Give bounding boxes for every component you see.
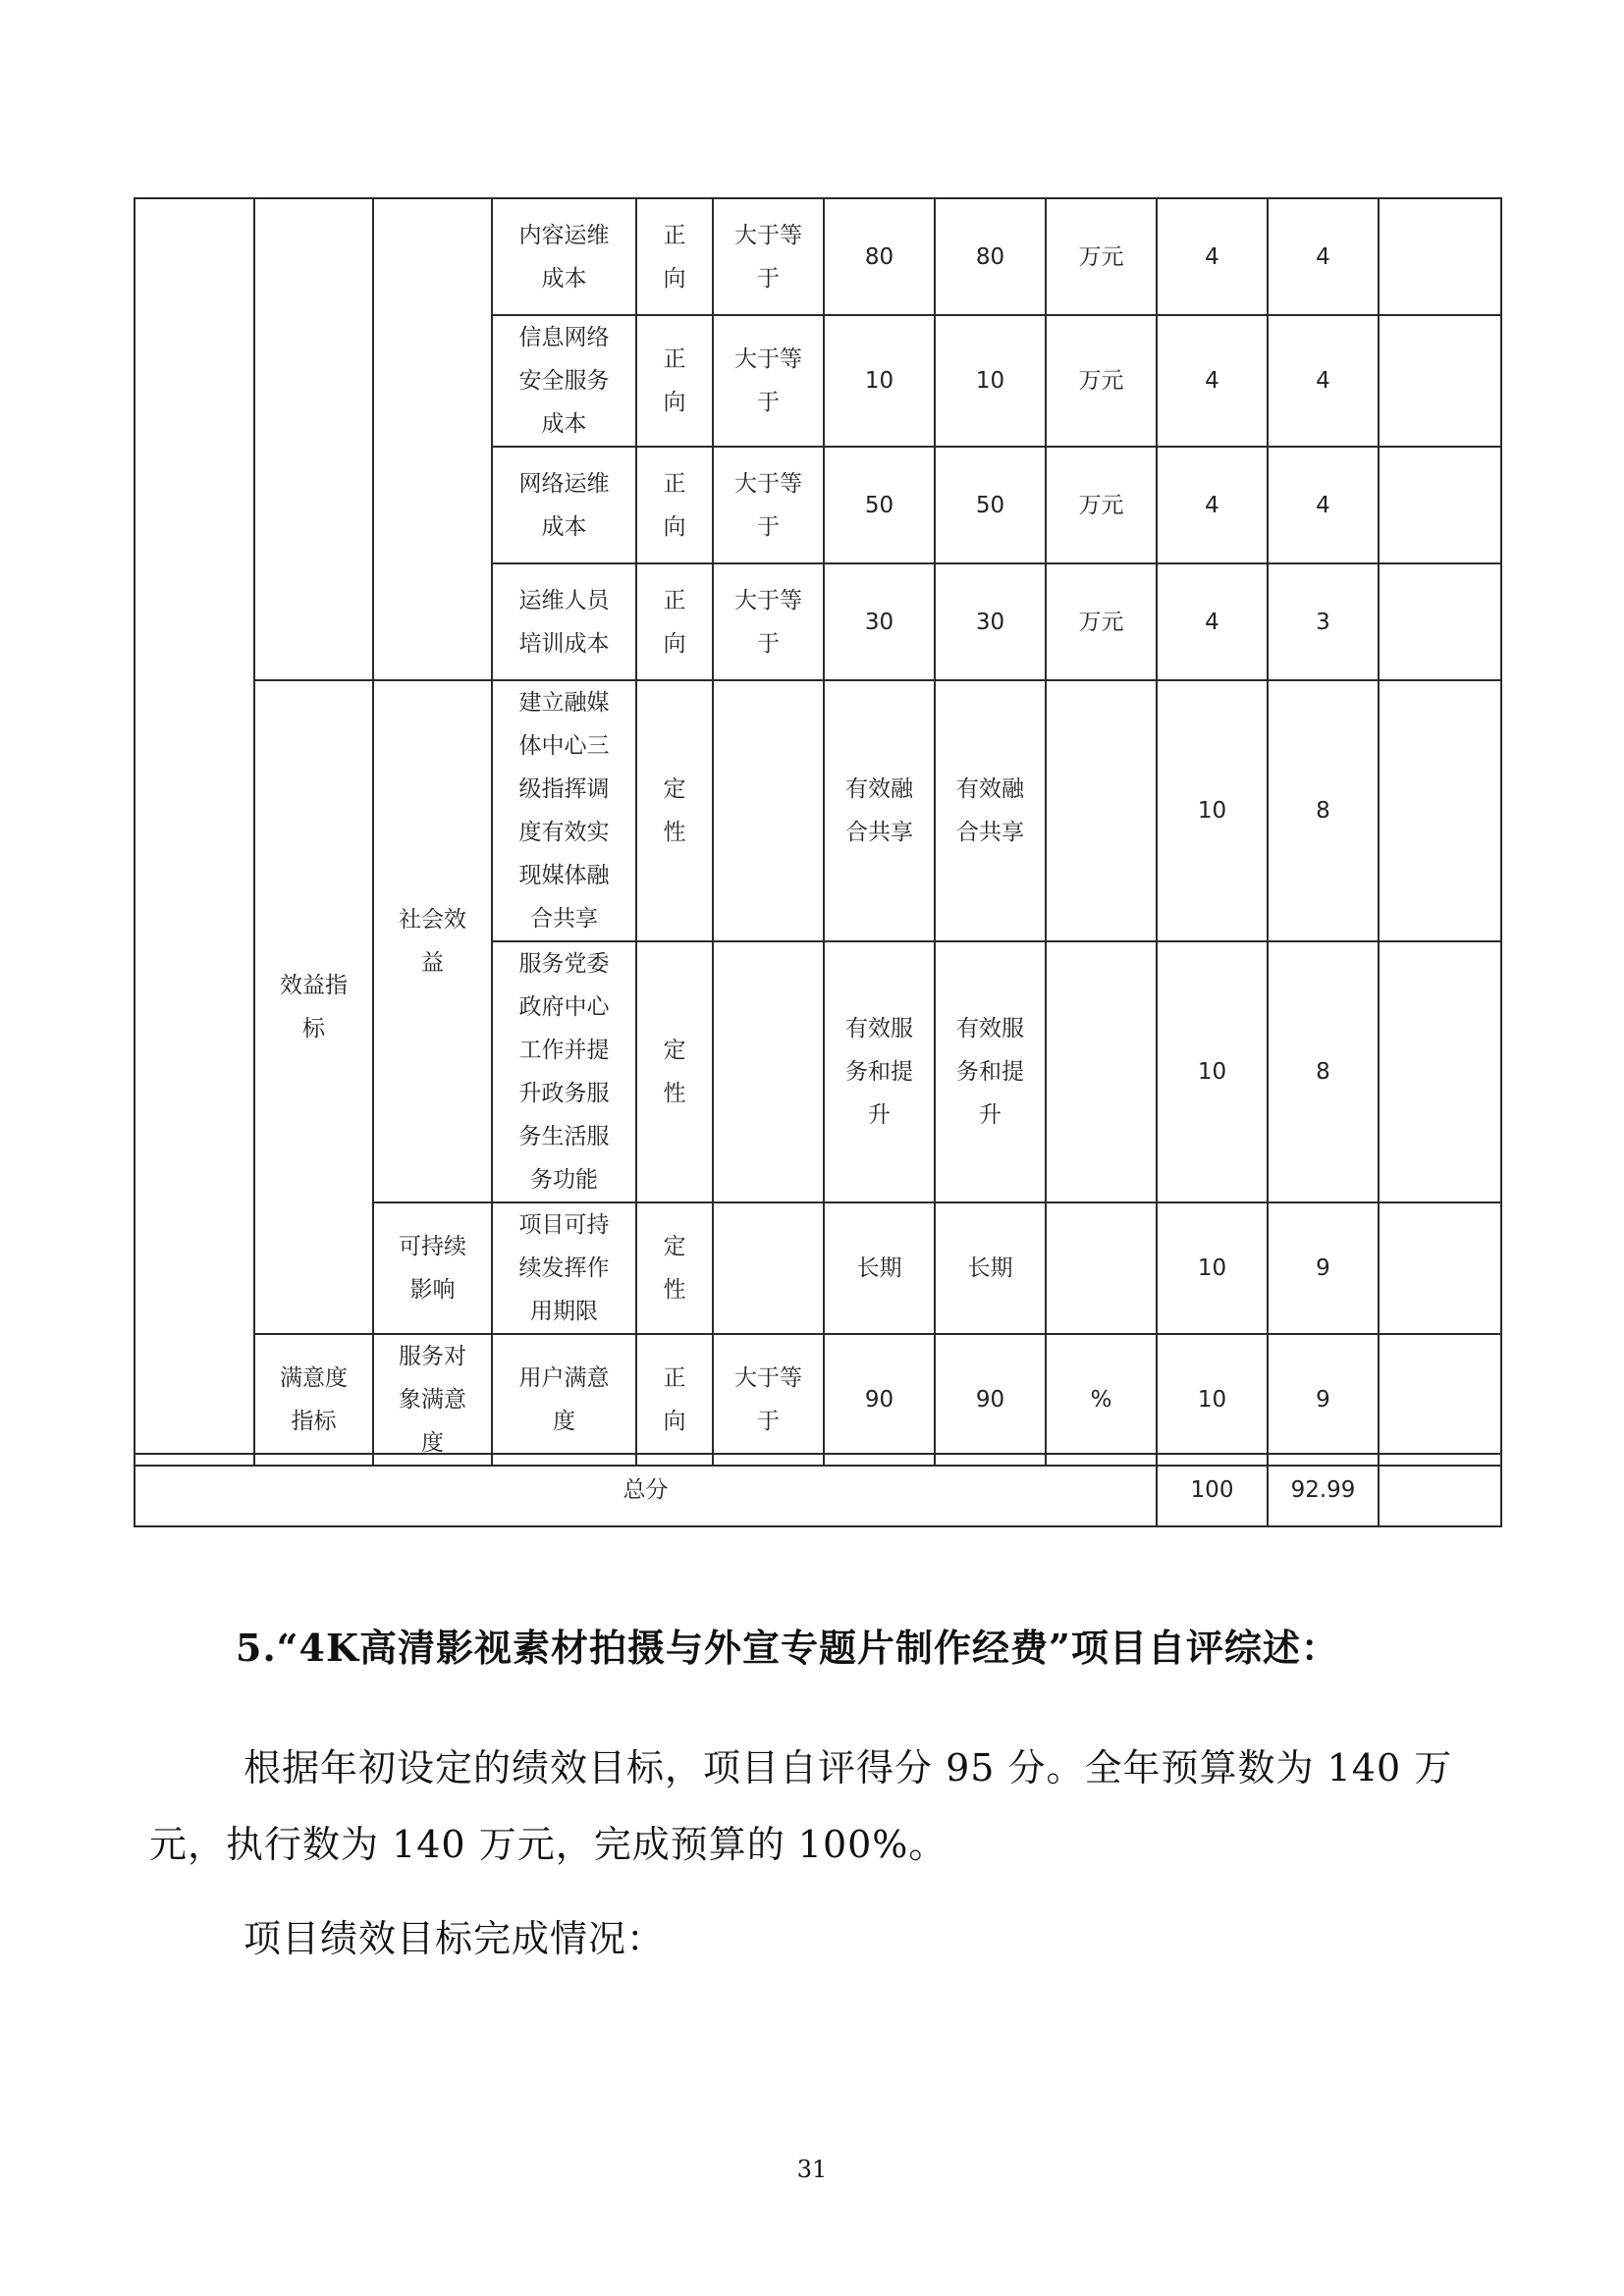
indicator-operator: 大于等 于 (713, 563, 824, 680)
indicator-target: 10 (824, 315, 935, 447)
indicator-remark (1379, 447, 1501, 563)
indicator-weight: 4 (1157, 198, 1268, 315)
indicator-direction: 正 向 (636, 447, 713, 563)
total-table (134, 1453, 1502, 1527)
indicator-name: 内容运维 成本 (492, 198, 636, 315)
level2-satisfaction: 满意度 指标 (254, 1334, 373, 1466)
indicator-direction: 正 向 (636, 563, 713, 680)
indicator-actual: 30 (935, 563, 1046, 680)
indicator-unit (1046, 680, 1157, 941)
indicator-score: 4 (1268, 315, 1379, 447)
indicator-weight: 4 (1157, 563, 1268, 680)
indicator-operator: 大于等 于 (713, 315, 824, 447)
indicator-target: 有效融 合共享 (824, 680, 935, 941)
indicator-remark (1379, 1334, 1501, 1466)
total-remark (1379, 1454, 1501, 1526)
indicator-remark (1379, 1202, 1501, 1334)
indicator-unit: 万元 (1046, 315, 1157, 447)
indicator-operator: 大于等 于 (713, 1334, 824, 1466)
completion-paragraph: 项目绩效目标完成情况： (244, 1917, 666, 1960)
indicator-remark (1379, 680, 1501, 941)
indicator-direction: 正 向 (636, 315, 713, 447)
table-row (135, 198, 1501, 315)
indicator-weight: 4 (1157, 315, 1268, 447)
indicator-direction: 正 向 (636, 1334, 713, 1466)
indicator-weight: 10 (1157, 1202, 1268, 1334)
indicator-score: 4 (1268, 198, 1379, 315)
indicator-direction: 定 性 (636, 1202, 713, 1334)
level3-sustainability: 可持续 影响 (373, 1202, 492, 1334)
level2-cell-blank (254, 198, 373, 680)
total-row (135, 1454, 1501, 1526)
indicator-remark (1379, 198, 1501, 315)
indicator-operator (713, 941, 824, 1202)
indicator-target: 90 (824, 1334, 935, 1466)
indicator-direction: 定 性 (636, 941, 713, 1202)
indicator-score: 8 (1268, 941, 1379, 1202)
indicator-target: 30 (824, 563, 935, 680)
indicator-actual: 10 (935, 315, 1046, 447)
indicator-unit: 万元 (1046, 447, 1157, 563)
indicator-direction: 定 性 (636, 680, 713, 941)
page-number: 31 (796, 2156, 828, 2183)
summary-paragraph: 根据年初设定的绩效目标，项目自评得分 95 分。全年预算数为 140 万元，执行数为 140 万元，完成预算的 100%。 (149, 1746, 1453, 1866)
indicator-target: 50 (824, 447, 935, 563)
indicator-target: 长期 (824, 1202, 935, 1334)
total-label: 总分 (135, 1454, 1157, 1526)
level2-benefit: 效益指 标 (254, 680, 373, 1334)
indicator-name: 运维人员 培训成本 (492, 563, 636, 680)
level3-cell-blank (373, 198, 492, 680)
indicator-name: 项目可持 续发挥作 用期限 (492, 1202, 636, 1334)
indicator-score: 8 (1268, 680, 1379, 941)
indicator-actual: 长期 (935, 1202, 1046, 1334)
indicator-actual: 90 (935, 1334, 1046, 1466)
indicator-target: 有效服 务和提 升 (824, 941, 935, 1202)
indicator-unit (1046, 941, 1157, 1202)
indicator-direction: 正 向 (636, 198, 713, 315)
indicator-name: 网络运维 成本 (492, 447, 636, 563)
indicator-actual: 80 (935, 198, 1046, 315)
indicator-remark (1379, 563, 1501, 680)
table-row (135, 680, 1501, 941)
indicator-weight: 10 (1157, 680, 1268, 941)
section-heading: 5.“4K高清影视素材拍摄与外宣专题片制作经费”项目自评综述： (236, 1626, 1339, 1670)
indicator-name: 用户满意 度 (492, 1334, 636, 1466)
indicator-actual: 有效服 务和提 升 (935, 941, 1046, 1202)
level3-social-benefit: 社会效 益 (373, 680, 492, 1202)
indicator-score: 4 (1268, 447, 1379, 563)
level3-service-satisfaction: 服务对 象满意 度 (373, 1334, 492, 1466)
indicator-weight: 10 (1157, 941, 1268, 1202)
indicator-operator: 大于等 于 (713, 447, 824, 563)
indicator-score: 9 (1268, 1334, 1379, 1466)
indicator-remark (1379, 941, 1501, 1202)
indicator-remark (1379, 315, 1501, 447)
indicator-actual: 有效融 合共享 (935, 680, 1046, 941)
indicator-unit: 万元 (1046, 563, 1157, 680)
indicator-name: 服务党委 政府中心 工作并提 升政务服 务生活服 务功能 (492, 941, 636, 1202)
indicator-operator: 大于等 于 (713, 198, 824, 315)
indicator-target: 80 (824, 198, 935, 315)
indicator-score: 9 (1268, 1202, 1379, 1334)
indicator-weight: 10 (1157, 1334, 1268, 1466)
total-score: 92.99 (1268, 1454, 1379, 1526)
indicator-score: 3 (1268, 563, 1379, 680)
indicator-operator (713, 680, 824, 941)
total-weight: 100 (1157, 1454, 1268, 1526)
indicator-unit (1046, 1202, 1157, 1334)
performance-table (134, 197, 1502, 1467)
indicator-name: 信息网络 安全服务 成本 (492, 315, 636, 447)
level1-cell-blank (135, 198, 254, 1466)
indicator-name: 建立融媒 体中心三 级指挥调 度有效实 现媒体融 合共享 (492, 680, 636, 941)
indicator-operator (713, 1202, 824, 1334)
indicator-actual: 50 (935, 447, 1046, 563)
table-row (135, 1334, 1501, 1466)
indicator-weight: 4 (1157, 447, 1268, 563)
indicator-unit: % (1046, 1334, 1157, 1466)
indicator-unit: 万元 (1046, 198, 1157, 315)
